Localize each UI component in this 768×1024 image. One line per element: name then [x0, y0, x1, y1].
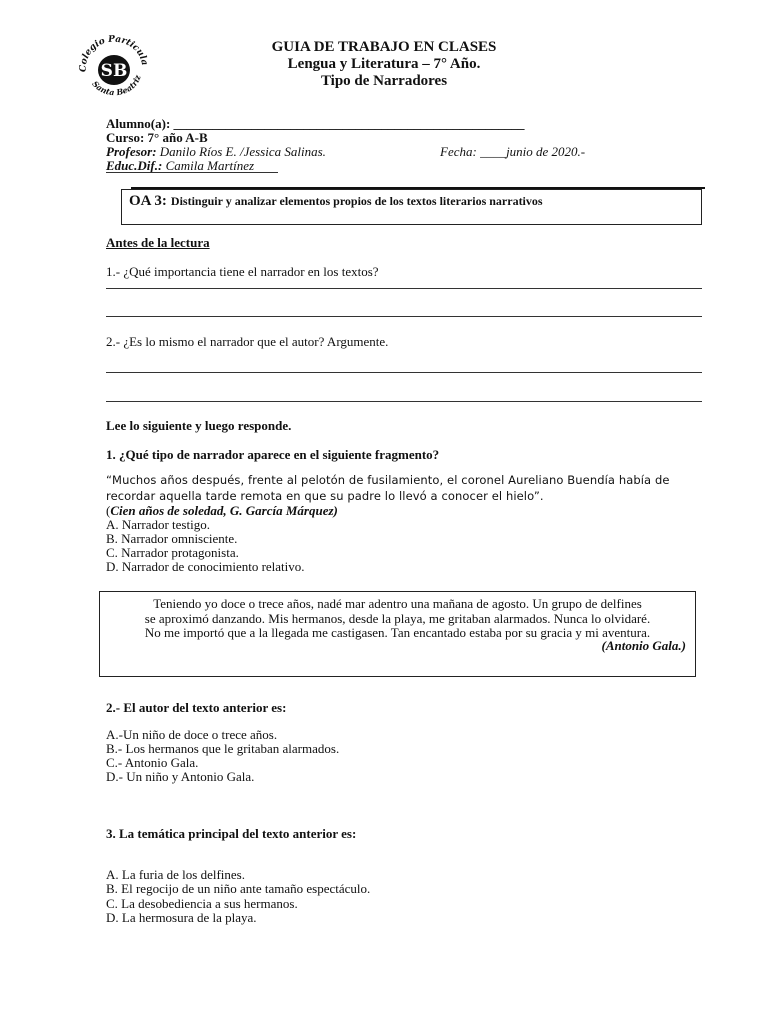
educ-name: Camila Martínez — [162, 158, 255, 173]
reading-text-line: No me importó que a la llegada me castigasen. Tan encantado estaba por su gracia y mi aventura. — [144, 625, 651, 640]
educ-label: Educ.Dif.: — [106, 158, 163, 173]
before-reading-heading: Antes de la lectura — [106, 235, 210, 250]
quote-line: recordar aquella tarde remota en que su padre lo llevó a conocer el hielo”. — [106, 489, 544, 503]
reading-text-line: se aproximó danzando. Mis hermanos, desde la playa, me gritaban alarmados. Nunca lo olvidaré. — [144, 611, 651, 626]
date-value: ____junio de 2020.- — [476, 144, 586, 159]
reading-text-line: Teniendo yo doce o trece años, nadé mar adentro una mañana de agosto. Un grupo de delfines — [153, 596, 642, 611]
option[interactable]: A. La furia de los delfines. — [106, 867, 245, 882]
answer-line[interactable] — [106, 401, 702, 402]
logo-text-top: Colegio Particula — [78, 34, 150, 73]
page-subtitle: Lengua y Literatura – 7° Año. — [287, 56, 481, 72]
quote-line: “Muchos años después, frente al pelotón de fusilamiento, el coronel Aureliano Buendía había de — [106, 473, 670, 487]
option[interactable]: D. Narrador de conocimiento relativo. — [106, 559, 305, 574]
option[interactable]: D. La hermosura de la playa. — [106, 910, 257, 925]
page-topic: Tipo de Narradores — [320, 73, 448, 89]
reading-instruction: Lee lo siguiente y luego responde. — [106, 418, 292, 433]
info-underline — [106, 172, 278, 173]
student-row — [106, 116, 525, 131]
teacher-row — [106, 144, 326, 159]
logo-initials: SB — [100, 61, 128, 81]
quote-source — [106, 503, 338, 518]
question-1: 1.- ¿Qué importancia tiene el narrador en los textos? — [106, 264, 379, 279]
teacher-label: Profesor: — [106, 144, 157, 159]
option[interactable]: D.- Un niño y Antonio Gala. — [106, 769, 255, 784]
source-open: ( — [106, 503, 111, 518]
answer-line[interactable] — [106, 288, 702, 289]
question-author: 2.- El autor del texto anterior es: — [106, 700, 287, 715]
option[interactable]: C. Narrador protagonista. — [106, 545, 239, 560]
logo-text-bottom: Santa Beatriz — [90, 73, 143, 98]
option[interactable]: A. Narrador testigo. — [106, 517, 210, 532]
student-blank: ______________________________________________________ — [173, 116, 525, 131]
source-title: Cien años de soledad, G. García Márquez) — [110, 503, 338, 518]
educ-row — [106, 158, 254, 173]
objective — [129, 192, 543, 210]
option[interactable]: C.- Antonio Gala. — [106, 755, 199, 770]
option[interactable]: A.-Un niño de doce o trece años. — [106, 727, 278, 742]
page-title: GUIA DE TRABAJO EN CLASES — [271, 39, 497, 55]
teacher-name: Danilo Ríos E. /Jessica Salinas. — [156, 144, 326, 159]
question-theme: 3. La temática principal del texto anterior es: — [106, 826, 357, 841]
date-row — [440, 144, 585, 159]
option[interactable]: B. El regocijo de un niño ante tamaño espectáculo. — [106, 881, 371, 896]
question-narrator-type: 1. ¿Qué tipo de narrador aparece en el siguiente fragmento? — [106, 447, 440, 462]
objective-text: Distinguir y analizar elementos propios de los textos literarios narrativos — [170, 194, 543, 208]
reading-text-author: (Antonio Gala.) — [601, 638, 686, 653]
option[interactable]: C. La desobediencia a sus hermanos. — [106, 896, 298, 911]
option[interactable]: B.- Los hermanos que le gritaban alarmados. — [106, 741, 340, 756]
date-label: Fecha: — [440, 144, 477, 159]
student-label: Alumno(a): — [106, 116, 174, 131]
objective-code: OA 3: — [129, 193, 167, 209]
answer-line[interactable] — [106, 316, 702, 317]
option[interactable]: B. Narrador omnisciente. — [106, 531, 238, 546]
answer-line[interactable] — [106, 372, 702, 373]
course-label: Curso: 7° año A-B — [106, 130, 208, 145]
question-2: 2.- ¿Es lo mismo el narrador que el autor? Argumente. — [106, 334, 389, 349]
